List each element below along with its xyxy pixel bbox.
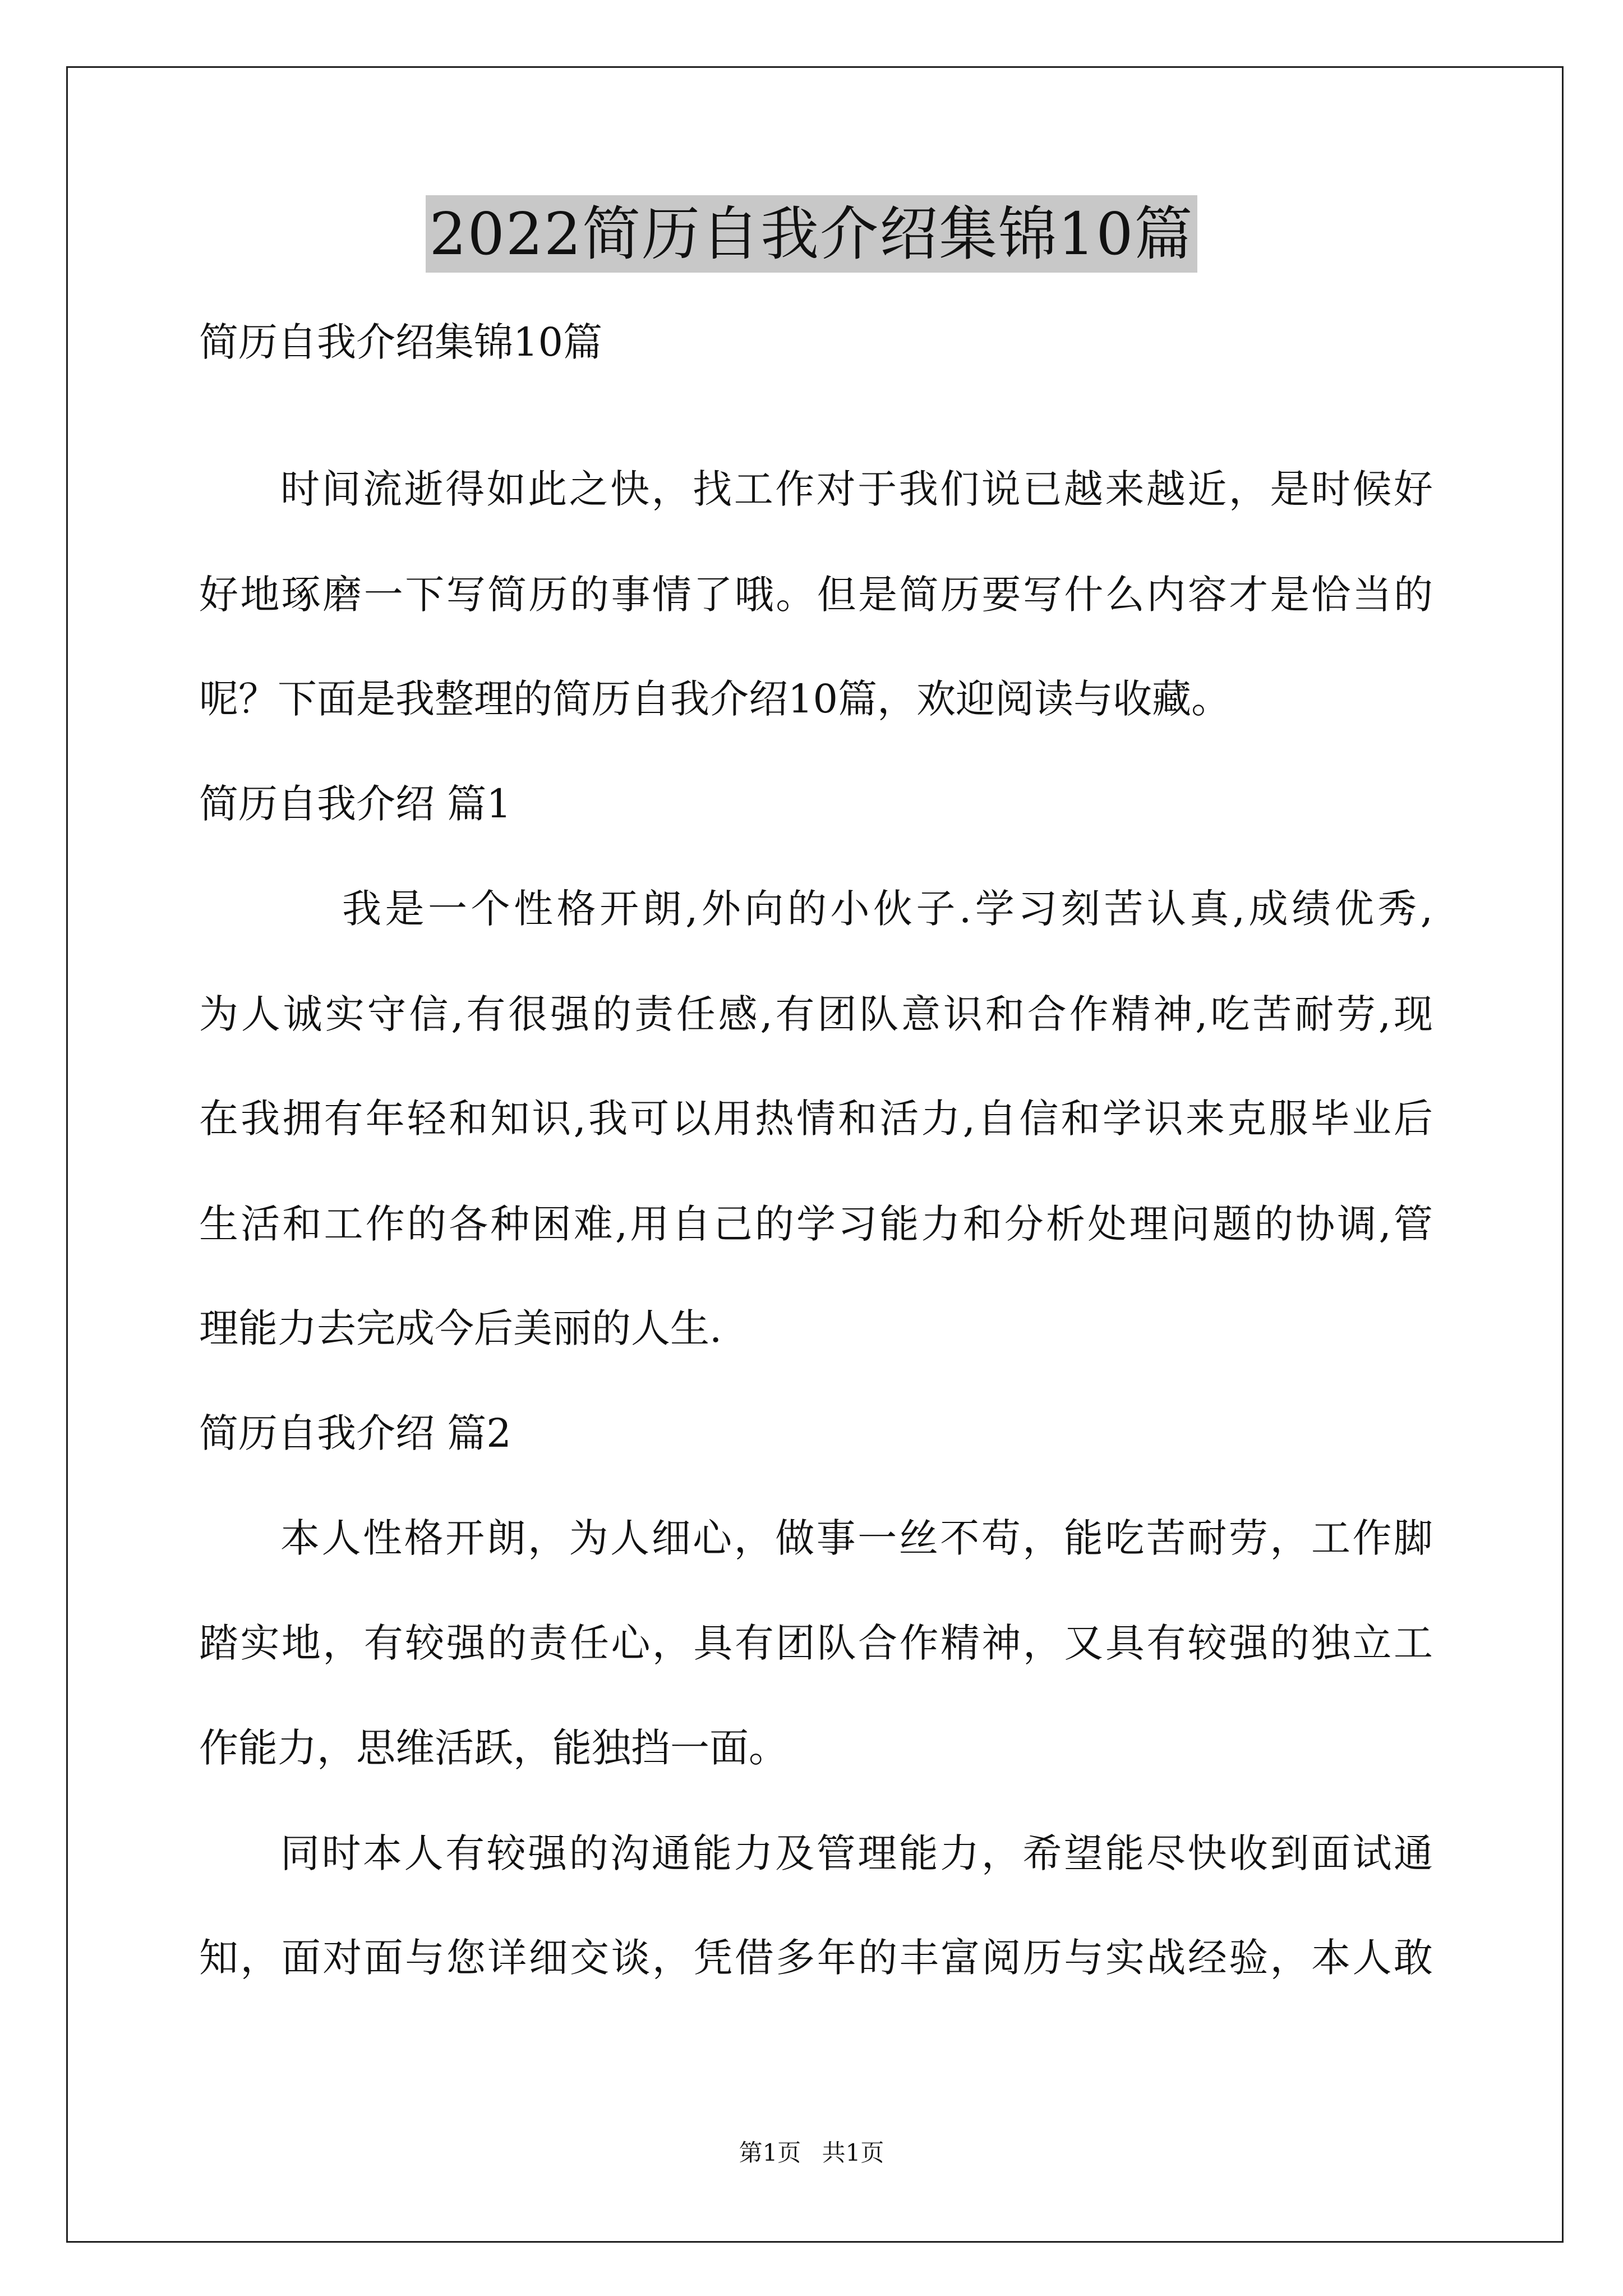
paragraph-line: 我是一个性格开朗,外向的小伙子.学习刻苦认真,成绩优秀, [342, 886, 1433, 932]
paragraph-line: 同时本人有较强的沟通能力及管理能力，希望能尽快收到面试通 [280, 1830, 1433, 1876]
paragraph-line: 理能力去完成今后美丽的人生. [199, 1305, 722, 1351]
paragraph-line: 知，面对面与您详细交谈，凭借多年的丰富阅历与实战经验，本人敢 [199, 1935, 1433, 1981]
paragraph-line: 呢？下面是我整理的简历自我介绍10篇，欢迎阅读与收藏。 [199, 676, 1231, 722]
paragraph-line: 为人诚实守信,有很强的责任感,有团队意识和合作精神,吃苦耐劳,现 [199, 991, 1433, 1037]
paragraph-line: 生活和工作的各种困难,用自己的学习能力和分析处理问题的协调,管 [199, 1201, 1433, 1247]
document-title: 2022简历自我介绍集锦10篇 [426, 195, 1197, 273]
paragraph-line: 作能力，思维活跃，能独挡一面。 [199, 1725, 788, 1771]
section-heading: 简历自我介绍 篇2 [199, 1410, 511, 1456]
page-border [66, 66, 1564, 2243]
title-container [0, 195, 1623, 273]
paragraph-line: 踏实地，有较强的责任心，具有团队合作精神，又具有较强的独立工 [199, 1620, 1433, 1666]
paragraph-line: 本人性格开朗，为人细心，做事一丝不苟，能吃苦耐劳，工作脚 [280, 1515, 1433, 1561]
section-heading: 简历自我介绍 篇1 [199, 781, 511, 827]
subtitle-line: 简历自我介绍集锦10篇 [199, 319, 603, 365]
paragraph-line: 好地琢磨一下写简历的事情了哦。但是简历要写什么内容才是恰当的 [199, 572, 1433, 618]
paragraph-line: 在我拥有年轻和知识,我可以用热情和活力,自信和学识来克服毕业后 [199, 1096, 1433, 1142]
page-total: 共1页 [822, 2139, 884, 2166]
page-footer [0, 2136, 1623, 2170]
paragraph-line: 时间流逝得如此之快，找工作对于我们说已越来越近，是时候好 [280, 466, 1433, 512]
page-number: 第1页 [739, 2139, 801, 2166]
